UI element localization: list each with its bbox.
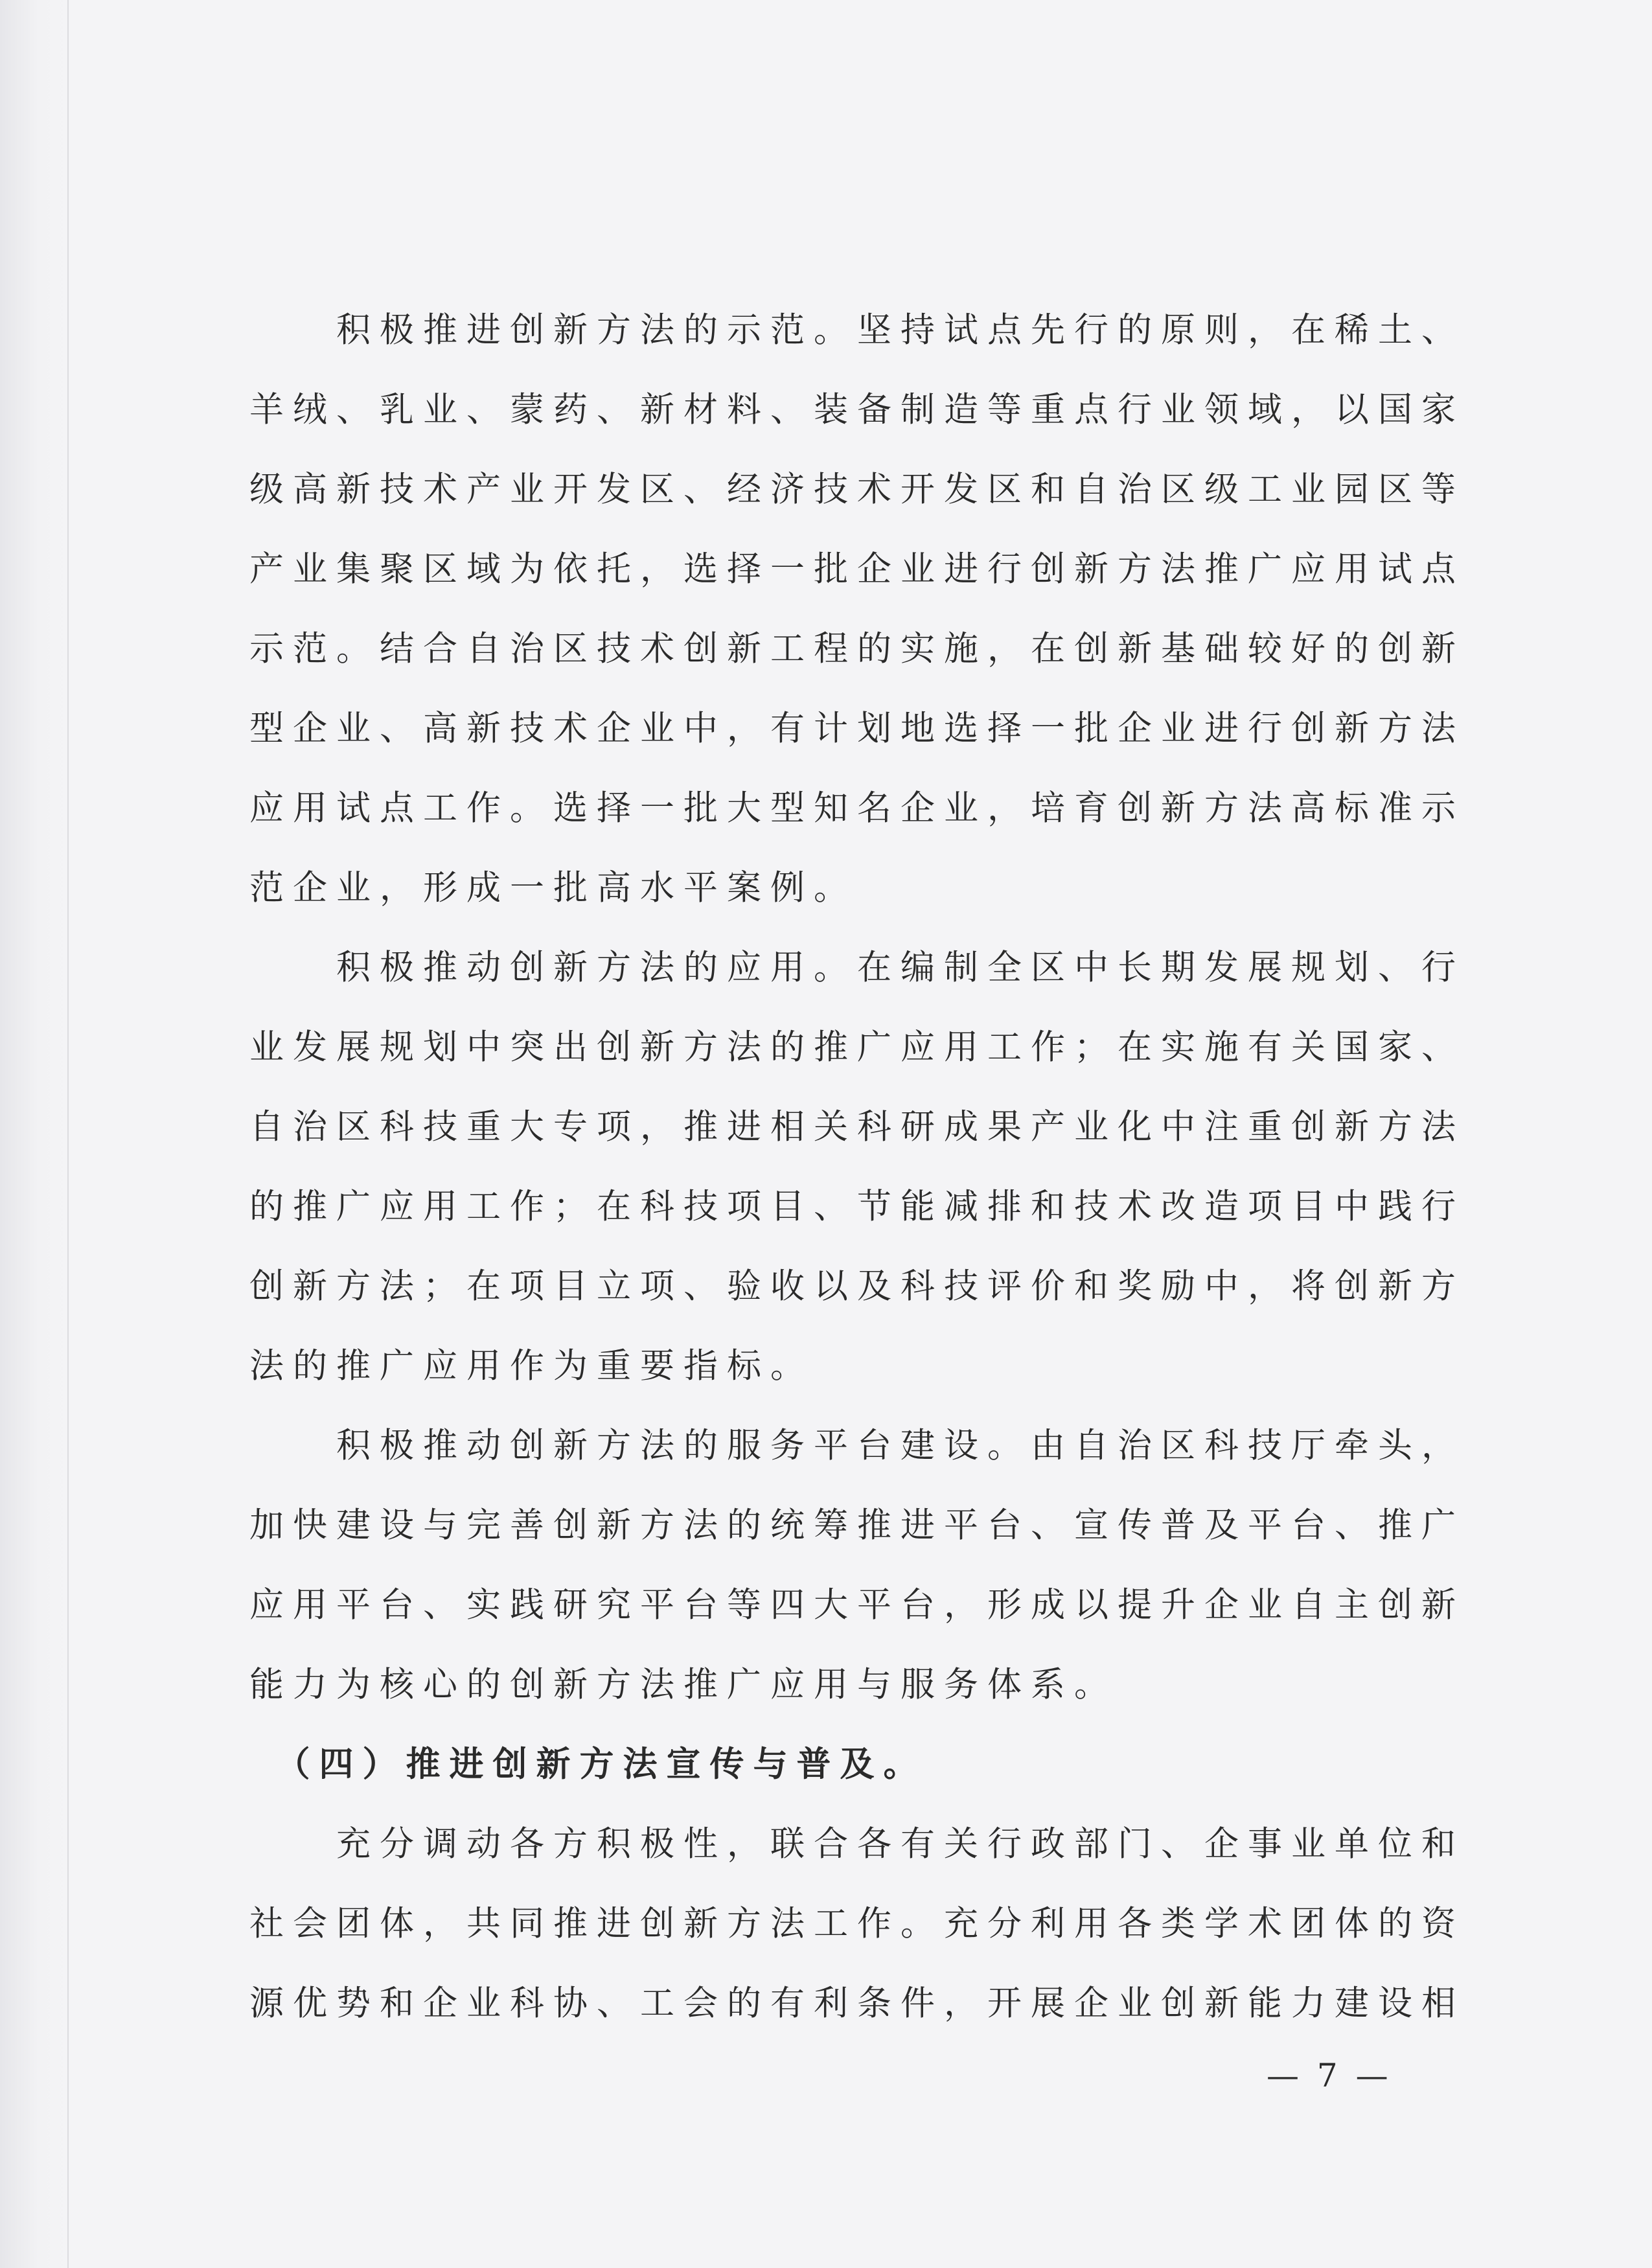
text-line: 型企业、高新技术企业中，有计划地选择一批企业进行创新方法: [249, 709, 1465, 748]
section-heading-text: （四）推进创新方法宣传与普及。: [249, 1744, 927, 1784]
text-line: 加快建设与完善创新方法的统筹推进平台、宣传普及平台、推广: [249, 1506, 1465, 1545]
text-line: 羊绒、乳业、蒙药、新材料、装备制造等重点行业领域，以国家: [249, 390, 1465, 430]
text-line: 的推广应用工作；在科技项目、节能减排和技术改造项目中践行: [249, 1187, 1465, 1226]
paragraph-demonstration: [249, 290, 1465, 928]
text-line: 社会团体，共同推进创新方法工作。充分利用各类学术团体的资: [249, 1904, 1465, 1943]
text-line: 示范。结合自治区技术创新工程的实施，在创新基础较好的创新: [249, 629, 1465, 669]
paragraph-application: [249, 928, 1465, 1406]
text-line: 法的推广应用作为重要指标。: [249, 1346, 814, 1386]
text-line: 充分调动各方积极性，联合各有关行政部门、企事业单位和: [249, 1824, 1465, 1864]
binding-line: [67, 0, 69, 2268]
text-line: 应用试点工作。选择一批大型知名企业，培育创新方法高标准示: [249, 788, 1465, 828]
text-line: 级高新技术产业开发区、经济技术开发区和自治区级工业园区等: [249, 470, 1465, 509]
section-heading-4: [249, 1724, 1438, 1804]
document-body: [249, 290, 1465, 2043]
text-line: 源优势和企业科协、工会的有利条件，开展企业创新能力建设相: [249, 1984, 1465, 2023]
paragraph-promotion: [249, 1804, 1465, 2043]
page-number: — 7 —: [1267, 2057, 1392, 2094]
text-line: 业发展规划中突出创新方法的推广应用工作；在实施有关国家、: [249, 1027, 1465, 1067]
text-line: 积极推进创新方法的示范。坚持试点先行的原则，在稀土、: [249, 310, 1465, 350]
text-line: 产业集聚区域为依托，选择一批企业进行创新方法推广应用试点: [249, 549, 1465, 589]
text-line: 积极推动创新方法的服务平台建设。由自治区科技厅牵头，: [249, 1426, 1465, 1465]
binding-shadow: [0, 0, 71, 2268]
paragraph-service-platform: [249, 1406, 1465, 1724]
text-line: 应用平台、实践研究平台等四大平台，形成以提升企业自主创新: [249, 1585, 1465, 1625]
text-line: 创新方法；在项目立项、验收以及科技评价和奖励中，将创新方: [249, 1266, 1465, 1306]
text-line: 自治区科技重大专项，推进相关科研成果产业化中注重创新方法: [249, 1107, 1465, 1147]
text-line: 积极推动创新方法的应用。在编制全区中长期发展规划、行: [249, 948, 1465, 987]
text-line: 范企业，形成一批高水平案例。: [249, 868, 857, 908]
text-line: 能力为核心的创新方法推广应用与服务体系。: [249, 1665, 1118, 1704]
